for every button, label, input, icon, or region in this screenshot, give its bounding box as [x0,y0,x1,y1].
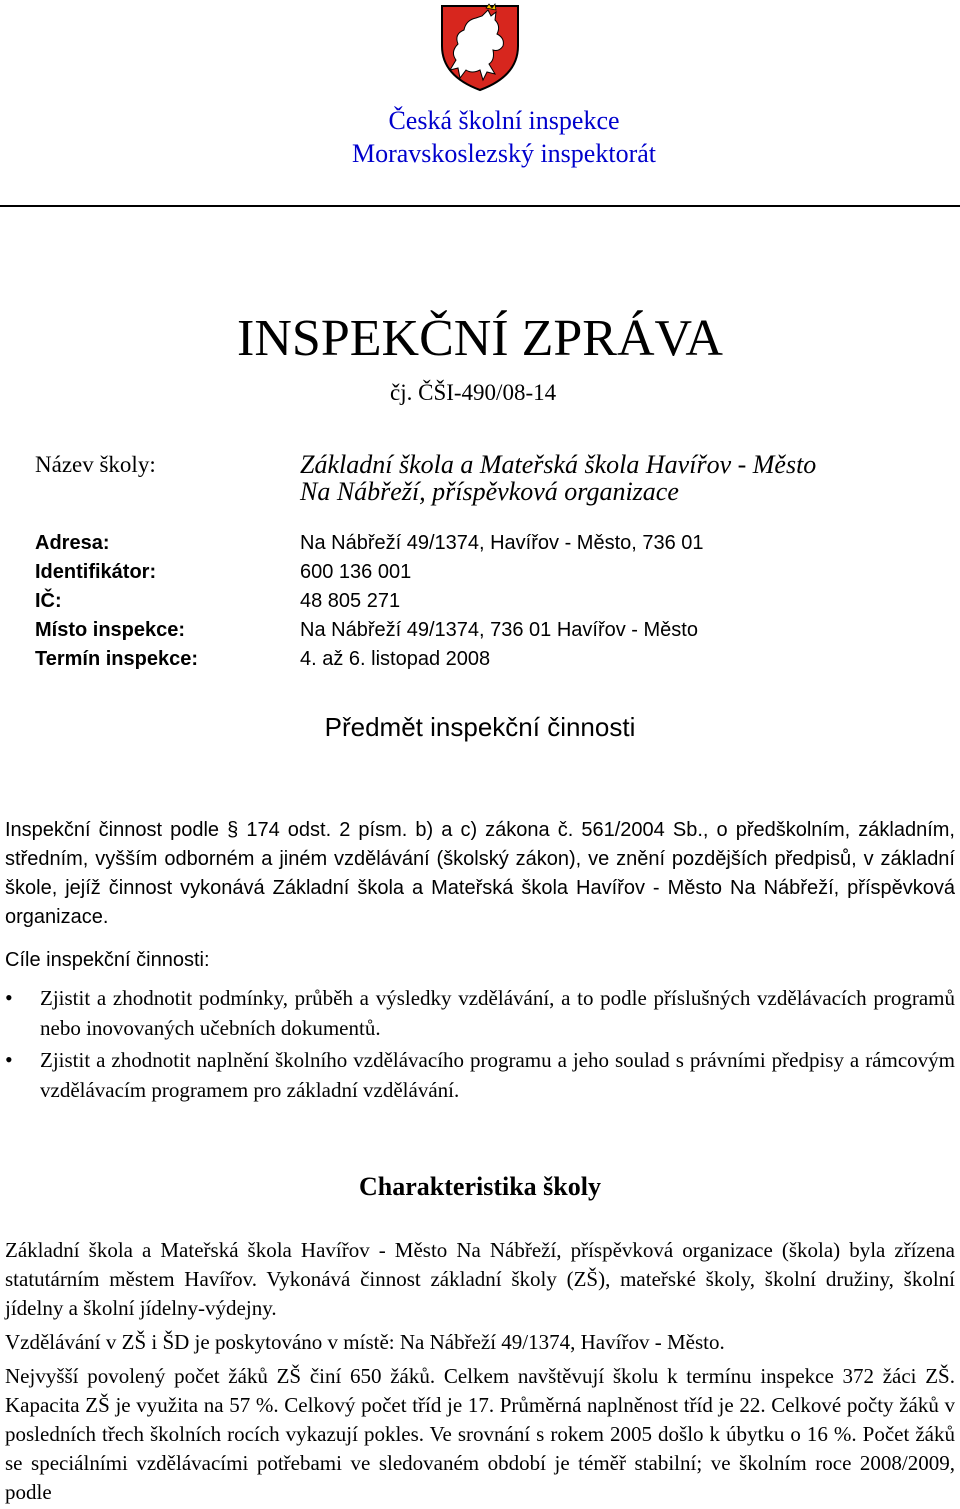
subject-heading: Předmět inspekční činnosti [324,712,636,742]
identifier-value: 600 136 001 [300,561,412,583]
identifier-label: Identifikátor: [35,561,157,583]
characteristics-paragraph-2: Vzdělávání v ZŠ i ŠD je poskytováno v místě: Na Nábřeží 49/1374, Havířov - Město. [5,1330,725,1354]
ic-value: 48 805 271 [300,590,401,612]
header-divider [0,205,960,207]
address-value: Na Nábřeží 49/1374, Havířov - Město, 736 01 [300,532,704,554]
subject-intro: Inspekční činnost podle § 174 odst. 2 písm. b) a c) zákona č. 561/2004 Sb., o předškolním, základním, středním, vyšším odborném a jiném vzdělávání (školský zákon), ve znění pozdějších předpisů, v základní škole, jejíž činnost vykonává Základní škola a Mateřská škola Havířov - Město Na Nábřeží, příspěvková organizace. [5,819,955,928]
inspection-place-value: Na Nábřeží 49/1374, 736 01 Havířov - Město [300,619,698,641]
organization-name: Česká školní inspekce [388,106,620,135]
state-emblem-icon [438,2,522,92]
reference-number: čj. ČŠI-490/08-14 [390,380,557,405]
inspection-date-label: Termín inspekce: [35,648,199,670]
characteristics-heading: Charakteristika školy [359,1172,601,1201]
goals-label: Cíle inspekční činnosti: [5,949,210,971]
inspection-place-label: Místo inspekce: [35,619,186,641]
school-name-label: Název školy: [35,452,156,477]
inspection-date-value: 4. až 6. listopad 2008 [300,648,491,670]
ic-label: IČ: [35,590,62,612]
school-name-line1: Základní škola a Mateřská škola Havířov - Město [300,450,817,479]
header [0,104,960,170]
document-title: INSPEKČNÍ ZPRÁVA [237,310,723,367]
characteristics-paragraph-3: Nejvyšší povolený počet žáků ZŠ činí 650 žáků. Celkem navštěvují školu k termínu inspekce 372 žáci ZŠ. Kapacita ZŠ je využita na 57 %. Celkový počet tříd je 17. Průměrná naplněnost tříd je 22. Celkové počty žáků v posledních třech školních rocích vykazují pokles. Ve srovnání s rokem 2005 došlo k úbytku o 16 %. Počet žáků se speciálními vzdělávacími potřebami ve sledovaném období je téměř stabilní; ve školním roce 2008/2009, podle [5,1364,955,1504]
address-label: Adresa: [35,532,110,554]
list-item: • Zjistit a zhodnotit naplnění školního vzdělávacího programu a jeho soulad s právními předpisy a rámcovým vzdělávacím programem pro základní vzdělávání. [5,1045,955,1105]
school-name-line2: Na Nábřeží, příspěvková organizace [300,477,679,506]
characteristics-paragraph-1: Základní škola a Mateřská škola Havířov - Město Na Nábřeží, příspěvková organizace (škola) byla zřízena statutárním městem Havířov. Vykonává činnost základní školy (ZŠ), mateřské školy, školní družiny, školní jídelny a školní jídelny-výdejny. [5,1238,955,1320]
list-item: • Zjistit a zhodnotit podmínky, průběh a výsledky vzdělávání, a to podle příslušných vzdělávacích programů nebo inovovaných učebních dokumentů. [5,983,955,1043]
goals-list [5,983,955,1107]
region-name: Moravskoslezský inspektorát [351,139,656,168]
